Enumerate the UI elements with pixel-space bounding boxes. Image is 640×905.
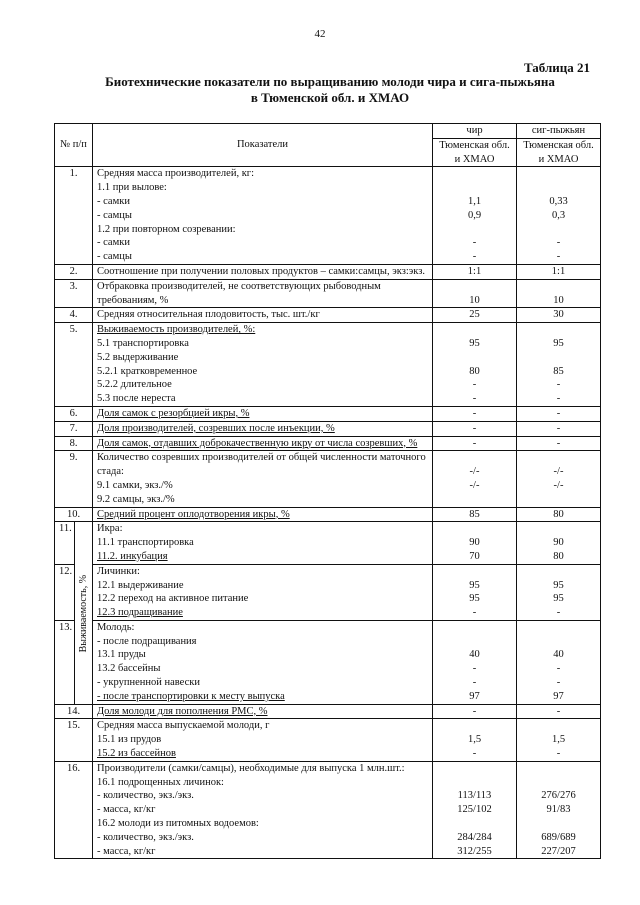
value-sig-line: 80 — [553, 550, 564, 562]
value-chir-line — [435, 451, 514, 465]
indicator-cell-line: - масса, кг/кг — [97, 845, 156, 857]
row-number: 10. — [55, 507, 93, 522]
table-row — [55, 436, 601, 451]
table-row — [55, 564, 601, 620]
header-num: № п/п — [55, 124, 93, 167]
value-sig-line — [519, 223, 598, 237]
value-chir-line — [435, 351, 514, 365]
value-sig-line: 0,3 — [551, 209, 566, 221]
header-col-a-species: чир — [433, 124, 517, 139]
indicator-cell — [93, 279, 433, 308]
title-line-1: Биотехнические показатели по выращиванию молоди чира и сига-пыжьяна — [105, 74, 555, 89]
value-sig-line — [519, 776, 598, 790]
value-sig-line — [519, 635, 598, 649]
value-sig-line: - — [556, 422, 561, 434]
table-row — [55, 761, 601, 859]
value-sig-line: 85 — [553, 365, 564, 377]
value-chir — [433, 620, 517, 704]
value-sig — [517, 522, 601, 564]
value-chir — [433, 761, 517, 859]
table-row — [55, 421, 601, 436]
value-sig — [517, 264, 601, 279]
indicator-cell — [93, 719, 433, 761]
indicator-cell-line: Доля производителей, созревших после инъекции, % — [97, 422, 335, 434]
indicator-cell — [93, 507, 433, 522]
indicator-cell-line: - после транспортировки к месту выпуска — [97, 690, 285, 702]
value-chir-line: - — [472, 663, 477, 675]
table-row — [55, 323, 601, 407]
value-sig-line — [519, 181, 598, 195]
indicator-cell-line: - самки — [97, 237, 130, 249]
value-chir-line: - — [472, 237, 477, 249]
value-sig-line — [519, 719, 598, 733]
indicator-cell-line: Отбраковка производителей, не соответствующих рыбоводным требованиям, % — [97, 280, 381, 306]
value-sig-line: -/- — [553, 466, 564, 478]
value-sig — [517, 421, 601, 436]
value-sig — [517, 436, 601, 451]
row-number: 7. — [55, 421, 93, 436]
value-chir-line — [435, 323, 514, 337]
value-chir-line — [435, 776, 514, 790]
indicator-cell-line: Средний процент оплодотворения икры, % — [97, 508, 290, 520]
indicator-cell — [93, 564, 433, 620]
value-chir-line — [435, 223, 514, 237]
value-sig-line — [519, 323, 598, 337]
indicator-cell-line: - количество, экз./экз. — [97, 831, 194, 843]
indicator-cell-line: 11.2. инкубация — [97, 550, 168, 562]
value-chir-line: 40 — [469, 649, 480, 661]
indicator-cell-line: 1.2 при повторном созревании: — [97, 223, 236, 235]
value-sig-line: 95 — [553, 337, 564, 349]
value-chir — [433, 704, 517, 719]
indicator-cell — [93, 704, 433, 719]
value-chir-line: - — [472, 677, 477, 689]
value-sig-line: 40 — [553, 649, 564, 661]
indicator-cell-line: Средняя масса выпускаемой молоди, г — [97, 720, 270, 732]
survival-vertical-label: Выживаемость, % — [75, 522, 93, 704]
table-row — [55, 719, 601, 761]
value-sig — [517, 406, 601, 421]
value-sig — [517, 620, 601, 704]
value-chir-line — [435, 719, 514, 733]
value-chir — [433, 507, 517, 522]
indicator-cell — [93, 406, 433, 421]
value-chir — [433, 719, 517, 761]
indicator-cell — [93, 761, 433, 859]
indicator-cell-line: Средняя относительная плодовитость, тыс. шт./кг — [97, 309, 320, 321]
value-sig-line — [519, 351, 598, 365]
row-number: 8. — [55, 436, 93, 451]
indicator-cell-line: - масса, кг/кг — [97, 804, 156, 816]
indicator-cell-line: 11.1 транспортировка — [97, 537, 194, 549]
value-chir-line: - — [472, 748, 477, 760]
indicator-cell-line: 9.2 самцы, экз./% — [97, 493, 175, 505]
value-chir — [433, 522, 517, 564]
table-body — [55, 167, 601, 859]
value-sig-line: - — [556, 379, 561, 391]
indicator-cell-line: 5.1 транспортировка — [97, 337, 189, 349]
value-chir-line: 1:1 — [467, 265, 482, 277]
title-line-2: в Тюменской обл. и ХМАО — [250, 90, 410, 105]
indicator-cell-line: - количество, экз./экз. — [97, 790, 194, 802]
indicator-cell — [93, 264, 433, 279]
value-sig — [517, 308, 601, 323]
row-number: 16. — [55, 761, 93, 859]
indicator-cell-line: - укрупненной навески — [97, 677, 200, 689]
value-chir-line: 284/284 — [457, 831, 492, 843]
indicator-cell — [93, 323, 433, 407]
table-row — [55, 451, 601, 507]
value-chir-line: 312/255 — [457, 845, 492, 857]
indicator-cell-line: Количество созревших производителей от общей численности маточного стада: — [97, 452, 426, 478]
indicator-cell-line: 12.2 переход на активное питание — [97, 593, 249, 605]
value-chir — [433, 421, 517, 436]
value-chir-line: 125/102 — [457, 804, 492, 816]
indicator-cell-line: 5.2 выдерживание — [97, 351, 179, 363]
value-chir-line: - — [472, 422, 477, 434]
indicator-cell-line: Личинки: — [97, 565, 140, 577]
value-chir-line: 95 — [469, 337, 480, 349]
value-sig-line: 10 — [553, 294, 564, 306]
value-sig-line: - — [556, 663, 561, 675]
value-sig — [517, 279, 601, 308]
value-chir-line: 113/113 — [457, 790, 492, 802]
value-chir-line: - — [472, 705, 477, 717]
value-chir — [433, 264, 517, 279]
value-sig-line — [519, 167, 598, 181]
row-number: 1. — [55, 167, 93, 265]
table-row — [55, 264, 601, 279]
value-chir-line — [435, 621, 514, 635]
value-sig — [517, 704, 601, 719]
indicator-cell — [93, 167, 433, 265]
row-number: 3. — [55, 279, 93, 308]
value-sig — [517, 761, 601, 859]
indicator-cell-line: Молодь: — [97, 621, 135, 633]
value-chir-line: -/- — [469, 466, 480, 478]
value-chir-line: -/- — [469, 479, 480, 491]
indicator-cell-line: 13.1 пруды — [97, 649, 146, 661]
value-chir-line — [435, 167, 514, 181]
table-row — [55, 308, 601, 323]
value-chir-line — [435, 522, 514, 536]
indicator-cell — [93, 308, 433, 323]
value-sig-line: 30 — [553, 309, 564, 321]
page-number: 42 — [314, 28, 326, 40]
indicator-cell-line: Выживаемость производителей, %: — [97, 324, 256, 336]
value-sig — [517, 719, 601, 761]
value-sig-line: - — [556, 437, 561, 449]
indicator-cell — [93, 421, 433, 436]
value-chir-line — [435, 762, 514, 776]
value-chir-line: 95 — [469, 593, 480, 605]
indicator-cell-line: Соотношение при получении половых продуктов – самки:самцы, экз:экз. — [97, 265, 426, 277]
table-row — [55, 279, 601, 308]
header-col-a-region: Тюменская обл. и ХМАО — [433, 138, 517, 167]
table-label: Таблица 21 — [523, 60, 590, 75]
value-sig-line: 276/276 — [541, 790, 576, 802]
value-chir-line: - — [472, 379, 477, 391]
value-sig-line: - — [556, 748, 561, 760]
indicator-cell-line: Средняя масса производителей, кг: — [97, 168, 255, 180]
value-chir-line: 95 — [469, 579, 480, 591]
indicator-cell — [93, 436, 433, 451]
header-indicator: Показатели — [93, 124, 433, 167]
indicator-cell-line: Доля самок с резорбцией икры, % — [97, 407, 250, 419]
value-sig-line: 95 — [553, 593, 564, 605]
indicator-cell-line: - самки — [97, 195, 130, 207]
indicator-cell-line: Икра: — [97, 523, 123, 535]
indicator-cell-line: 1.1 при вылове: — [97, 182, 167, 194]
row-number: 4. — [55, 308, 93, 323]
row-number: 12. — [55, 564, 75, 620]
value-chir-line: 90 — [469, 537, 480, 549]
table-title — [60, 74, 600, 106]
indicator-cell-line: - самцы — [97, 209, 132, 221]
value-chir-line: 70 — [469, 550, 480, 562]
value-chir-line: - — [472, 437, 477, 449]
value-sig-line — [519, 522, 598, 536]
value-chir — [433, 167, 517, 265]
indicator-cell-line: Доля молоди для пополнения РМС, % — [97, 705, 268, 717]
indicator-cell-line: 9.1 самки, экз./% — [97, 479, 173, 491]
value-chir-line: 97 — [469, 690, 480, 702]
value-chir-line: - — [472, 251, 477, 263]
value-chir — [433, 323, 517, 407]
value-chir-line: 10 — [469, 294, 480, 306]
value-sig-line — [519, 451, 598, 465]
table-row — [55, 522, 601, 564]
indicator-cell-line: 15.1 из прудов — [97, 734, 162, 746]
indicator-cell-line: 13.2 бассейны — [97, 663, 161, 675]
table-row — [55, 167, 601, 265]
indicator-cell-line: 5.2.1 кратковременное — [97, 365, 198, 377]
row-number: 6. — [55, 406, 93, 421]
indicator-cell-line: Производители (самки/самцы), необходимые для выпуска 1 млн.шт.: — [97, 762, 405, 774]
indicator-cell-line: 5.3 после нереста — [97, 393, 176, 405]
value-sig-line: - — [556, 677, 561, 689]
value-sig-line: 90 — [553, 537, 564, 549]
value-sig-line: - — [556, 607, 561, 619]
row-number: 13. — [55, 620, 75, 704]
value-sig-line: 1:1 — [551, 265, 566, 277]
value-sig-line: 1,5 — [551, 734, 566, 746]
value-chir-line — [435, 565, 514, 579]
value-chir — [433, 406, 517, 421]
indicator-cell — [93, 620, 433, 704]
indicator-cell-line: 16.1 подрощенных личинок: — [97, 776, 224, 788]
value-sig-line — [519, 762, 598, 776]
row-number: 5. — [55, 323, 93, 407]
value-chir-line: 80 — [469, 365, 480, 377]
value-chir-line: 0,9 — [467, 209, 482, 221]
value-sig-line: 80 — [553, 508, 564, 520]
value-chir-line: - — [472, 393, 477, 405]
value-chir-line: 1,5 — [467, 734, 482, 746]
table-row — [55, 406, 601, 421]
indicator-cell-line: 12.3 подращивание — [97, 607, 183, 619]
indicator-cell-line: - после подращивания — [97, 635, 197, 647]
indicator-cell — [93, 522, 433, 564]
value-sig — [517, 507, 601, 522]
value-chir — [433, 451, 517, 507]
value-sig-line: 91/83 — [546, 804, 571, 816]
indicator-cell-line: 15.2 из бассейнов — [97, 748, 176, 760]
value-chir — [433, 436, 517, 451]
value-sig-line: 95 — [553, 579, 564, 591]
value-sig-line: -/- — [553, 479, 564, 491]
value-sig — [517, 167, 601, 265]
value-sig — [517, 564, 601, 620]
value-sig-line: - — [556, 705, 561, 717]
value-chir-line: 25 — [469, 309, 480, 321]
value-sig-line — [519, 565, 598, 579]
row-number: 11. — [55, 522, 75, 564]
value-sig-line: - — [556, 251, 561, 263]
biotech-table — [54, 123, 601, 859]
value-sig-line: - — [556, 407, 561, 419]
indicator-cell-line: Доля самок, отдавших доброкачественную икру от числа созревших, % — [97, 437, 418, 449]
table-row — [55, 507, 601, 522]
value-sig-line: 97 — [553, 690, 564, 702]
value-chir-line — [435, 181, 514, 195]
value-chir-line — [435, 817, 514, 831]
value-chir-line: 1,1 — [467, 195, 482, 207]
value-chir — [433, 564, 517, 620]
header-col-b-region: Тюменская обл. и ХМАО — [517, 138, 601, 167]
value-sig-line — [519, 817, 598, 831]
value-chir-line: 85 — [469, 508, 480, 520]
indicator-cell-line: 16.2 молоди из питомных водоемов: — [97, 818, 259, 830]
value-chir — [433, 279, 517, 308]
value-sig-line: 689/689 — [541, 831, 576, 843]
table-row — [55, 704, 601, 719]
value-sig — [517, 323, 601, 407]
value-sig-line: - — [556, 237, 561, 249]
value-chir-line: - — [472, 407, 477, 419]
row-number: 14. — [55, 704, 93, 719]
value-chir-line — [435, 635, 514, 649]
value-chir — [433, 308, 517, 323]
row-number: 15. — [55, 719, 93, 761]
indicator-cell — [93, 451, 433, 507]
row-number: 2. — [55, 264, 93, 279]
table-row — [55, 620, 601, 704]
indicator-cell-line: 12.1 выдерживание — [97, 579, 184, 591]
row-number: 9. — [55, 451, 93, 507]
value-chir-line: - — [472, 607, 477, 619]
indicator-cell-line: - самцы — [97, 251, 132, 263]
header-col-b-species: сиг-пыжьян — [517, 124, 601, 139]
value-sig-line: 0,33 — [549, 195, 568, 207]
indicator-cell-line: 5.2.2 длительное — [97, 379, 172, 391]
value-sig — [517, 451, 601, 507]
value-sig-line: 227/207 — [541, 845, 576, 857]
value-sig-line: - — [556, 393, 561, 405]
value-sig-line — [519, 621, 598, 635]
